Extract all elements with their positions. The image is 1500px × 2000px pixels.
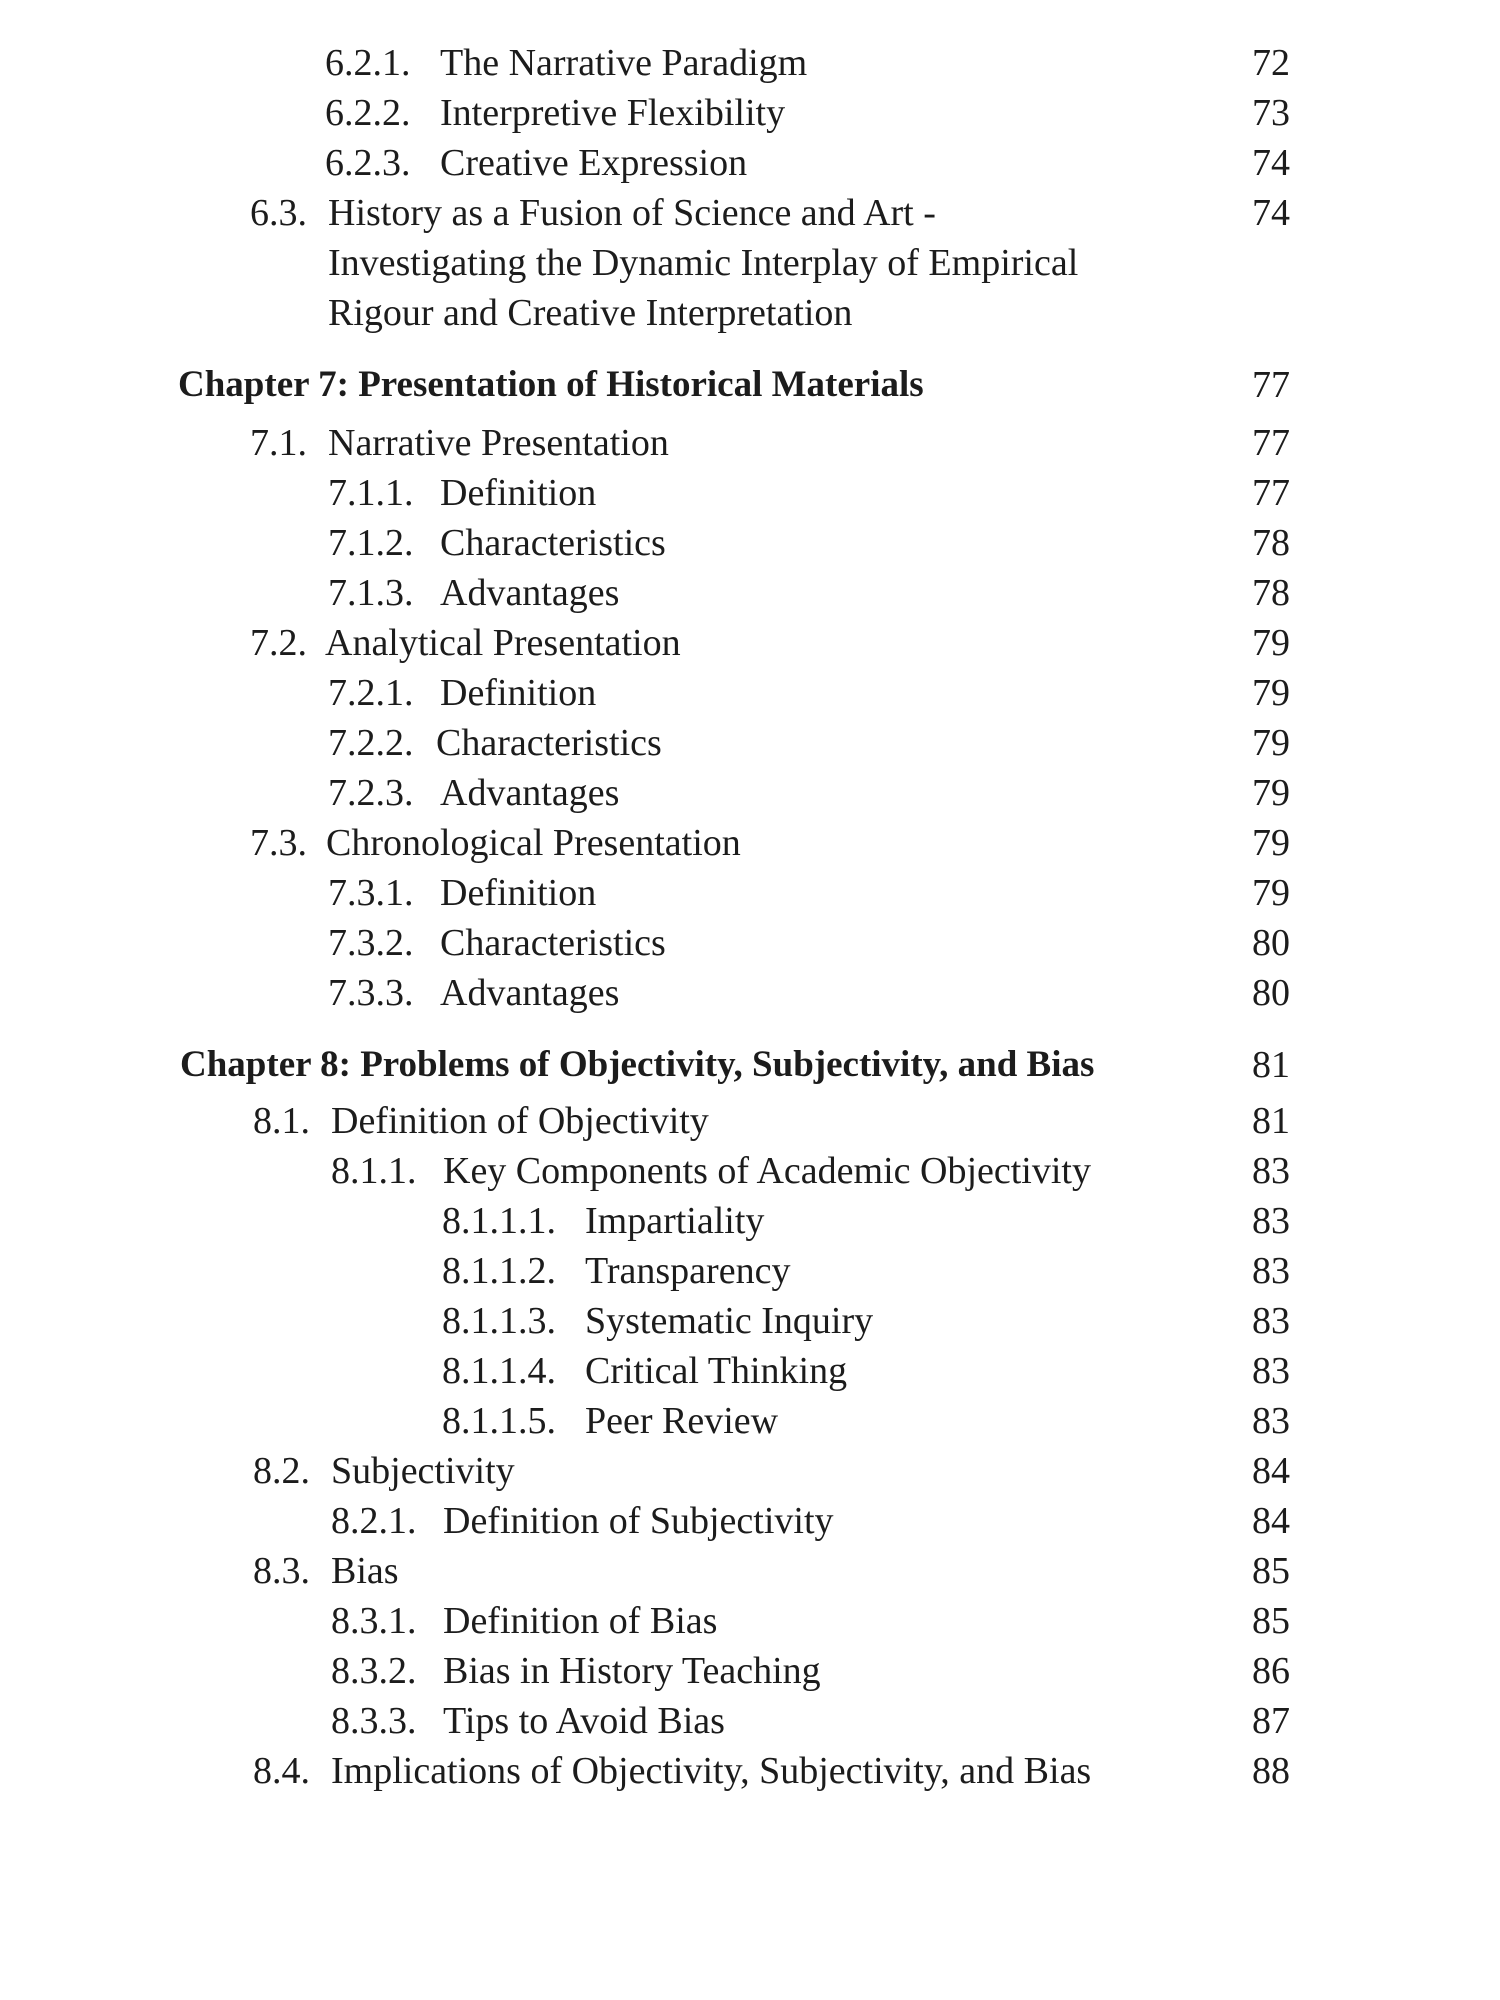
entry-number: 7.3.	[250, 822, 307, 864]
entry-page: 79	[1252, 872, 1290, 914]
entry-title: Definition	[440, 672, 597, 714]
entry-title: Systematic Inquiry	[585, 1300, 874, 1342]
entry-title: Definition of Bias	[443, 1600, 718, 1642]
entry-page: 77	[1252, 422, 1290, 464]
entry-title: Transparency	[585, 1250, 791, 1292]
entry-title: Subjectivity	[331, 1450, 515, 1492]
entry-number: 6.2.1.	[325, 42, 411, 84]
entry-title-line: History as a Fusion of Science and Art -	[328, 192, 936, 234]
entry-number: 8.1.1.5.	[442, 1400, 556, 1442]
entry-number: 8.3.3.	[331, 1700, 417, 1742]
entry-number: 6.2.2.	[325, 92, 411, 134]
entry-number: 7.1.	[250, 422, 307, 464]
entry-page: 78	[1252, 522, 1290, 564]
entry-title: Definition of Objectivity	[331, 1100, 709, 1142]
entry-number: 8.2.	[253, 1450, 310, 1492]
entry-number: 7.2.	[250, 622, 307, 664]
entry-number: 8.1.1.4.	[442, 1350, 556, 1392]
entry-title: Advantages	[440, 572, 620, 614]
entry-page: 73	[1252, 92, 1290, 134]
entry-title: Advantages	[440, 772, 620, 814]
entry-page: 83	[1252, 1150, 1290, 1192]
entry-page: 83	[1252, 1200, 1290, 1242]
entry-number: 8.1.1.1.	[442, 1200, 556, 1242]
entry-page: 88	[1252, 1750, 1290, 1792]
entry-title: Critical Thinking	[585, 1350, 848, 1392]
entry-number: 7.3.2.	[328, 922, 414, 964]
entry-page: 84	[1252, 1450, 1290, 1492]
entry-title: Definition	[440, 472, 597, 514]
entry-title: Characteristics	[436, 722, 662, 764]
entry-number: 6.2.3.	[325, 142, 411, 184]
entry-title: Creative Expression	[440, 142, 748, 184]
entry-page: 85	[1252, 1600, 1290, 1642]
entry-number: 7.2.1.	[328, 672, 414, 714]
entry-title: Tips to Avoid Bias	[443, 1700, 725, 1742]
entry-page: 79	[1252, 622, 1290, 664]
entry-page: 79	[1252, 822, 1290, 864]
entry-page: 72	[1252, 42, 1290, 84]
entry-page: 81	[1252, 1044, 1290, 1086]
entry-title: Characteristics	[440, 922, 666, 964]
entry-number: 8.1.1.	[331, 1150, 417, 1192]
entry-page: 83	[1252, 1300, 1290, 1342]
entry-title: Bias in History Teaching	[443, 1650, 821, 1692]
entry-page: 77	[1252, 472, 1290, 514]
entry-number: 7.3.1.	[328, 872, 414, 914]
entry-page: 81	[1252, 1100, 1290, 1142]
chapter-title: Chapter 8: Problems of Objectivity, Subjectivity, and Bias	[180, 1044, 1095, 1085]
entry-title: Chronological Presentation	[326, 822, 741, 864]
entry-title: Definition	[440, 872, 597, 914]
entry-number: 8.1.1.3.	[442, 1300, 556, 1342]
entry-page: 74	[1252, 142, 1290, 184]
entry-page: 78	[1252, 572, 1290, 614]
entry-page: 74	[1252, 192, 1290, 234]
entry-title: Impartiality	[585, 1200, 765, 1242]
entry-page: 79	[1252, 672, 1290, 714]
entry-title: Key Components of Academic Objectivity	[443, 1150, 1091, 1192]
entry-number: 7.2.2.	[328, 722, 414, 764]
entry-title: Implications of Objectivity, Subjectivity, and Bias	[331, 1750, 1092, 1792]
entry-page: 85	[1252, 1550, 1290, 1592]
entry-number: 8.2.1.	[331, 1500, 417, 1542]
entry-title: Narrative Presentation	[328, 422, 669, 464]
chapter-title: Chapter 7: Presentation of Historical Materials	[178, 364, 924, 405]
entry-number: 7.1.1.	[328, 472, 414, 514]
entry-number: 7.1.3.	[328, 572, 414, 614]
entry-number: 8.3.2.	[331, 1650, 417, 1692]
entry-number: 8.1.1.2.	[442, 1250, 556, 1292]
entry-page: 77	[1252, 364, 1290, 406]
entry-title: Advantages	[440, 972, 620, 1014]
entry-number: 7.3.3.	[328, 972, 414, 1014]
entry-title: The Narrative Paradigm	[440, 42, 808, 84]
entry-title-line: Rigour and Creative Interpretation	[328, 292, 853, 334]
entry-page: 86	[1252, 1650, 1290, 1692]
entry-number: 7.1.2.	[328, 522, 414, 564]
entry-title: Characteristics	[440, 522, 666, 564]
entry-page: 83	[1252, 1250, 1290, 1292]
entry-title: Bias	[331, 1550, 399, 1592]
entry-page: 84	[1252, 1500, 1290, 1542]
entry-title-line: Investigating the Dynamic Interplay of Empirical	[328, 242, 1079, 284]
entry-page: 80	[1252, 972, 1290, 1014]
entry-number: 7.2.3.	[328, 772, 414, 814]
entry-number: 8.3.	[253, 1550, 310, 1592]
entry-page: 83	[1252, 1350, 1290, 1392]
entry-number: 8.4.	[253, 1750, 310, 1792]
entry-number: 8.3.1.	[331, 1600, 417, 1642]
entry-page: 83	[1252, 1400, 1290, 1442]
entry-number: 8.1.	[253, 1100, 310, 1142]
entry-page: 79	[1252, 772, 1290, 814]
entry-page: 79	[1252, 722, 1290, 764]
entry-title: Peer Review	[585, 1400, 779, 1442]
entry-title: Interpretive Flexibility	[440, 92, 786, 134]
entry-page: 87	[1252, 1700, 1290, 1742]
entry-page: 80	[1252, 922, 1290, 964]
entry-title: Definition of Subjectivity	[443, 1500, 834, 1542]
entry-title: Analytical Presentation	[325, 622, 681, 664]
entry-number: 6.3.	[250, 192, 307, 234]
